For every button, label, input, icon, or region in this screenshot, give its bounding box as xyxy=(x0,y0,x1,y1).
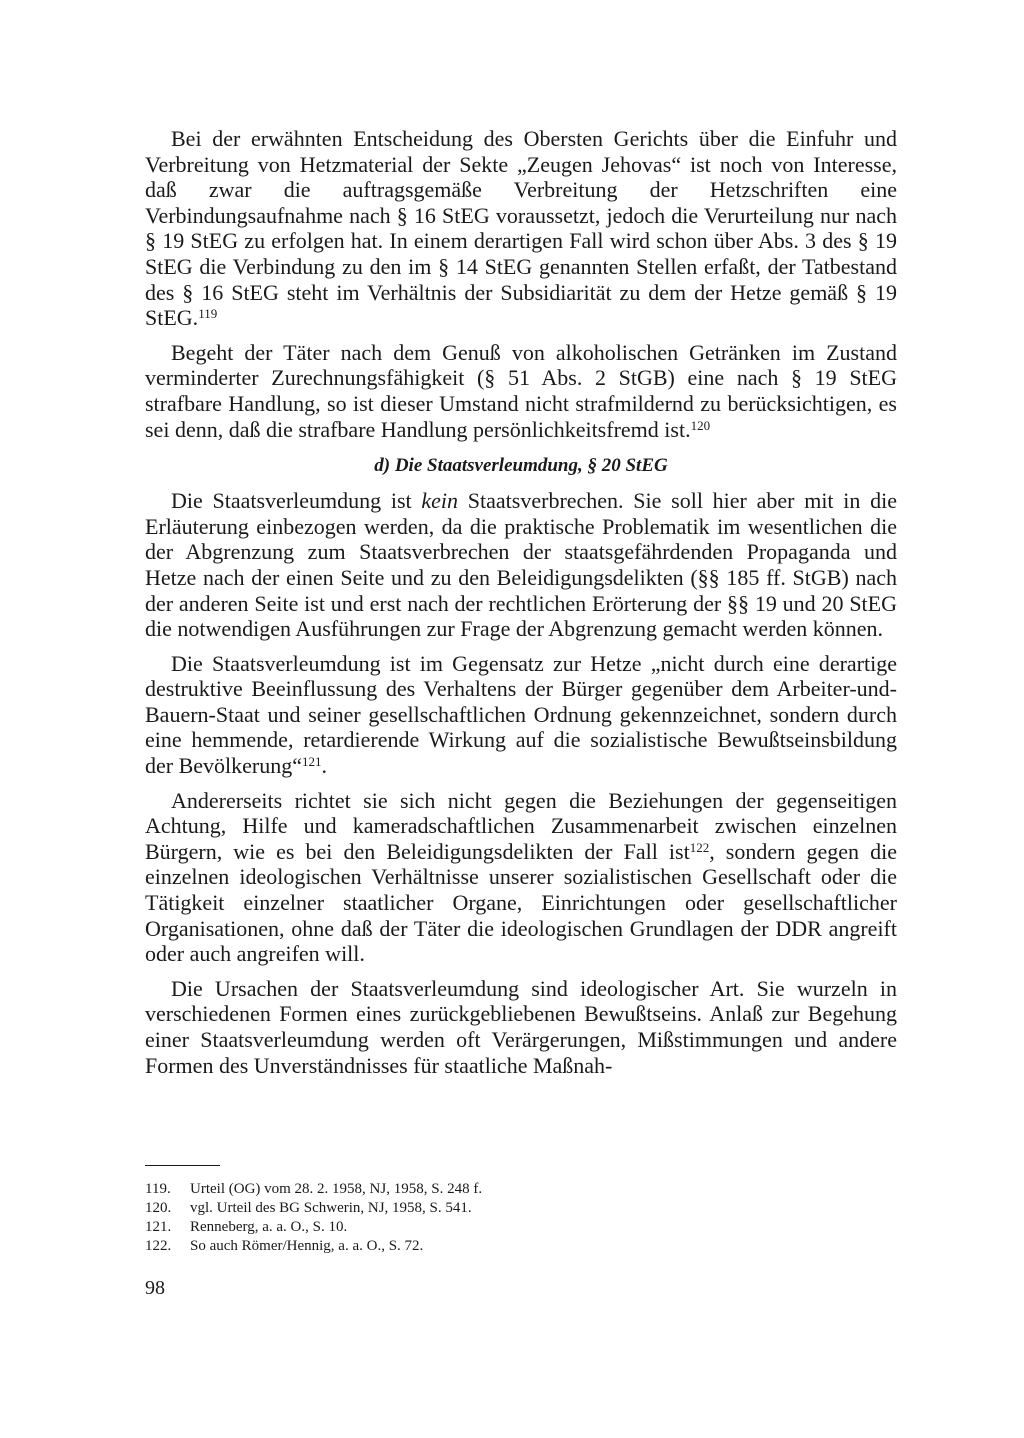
paragraph-text: Begeht der Täter nach dem Genuß von alkoholischen Getränken im Zustand verminderter Zurechnungsfähigkeit (§ 51 Abs. 2 StGB) eine nach § 19 StEG strafbare Handlung, so ist dieser Umstand nicht strafmildernd zu berücksichtigen, es sei denn, daß die strafbare Handlung persönlichkeitsfremd ist. xyxy=(145,339,897,442)
emphasis-text: kein xyxy=(421,488,459,514)
paragraph-text: Andererseits richtet sie sich nicht gegen die Beziehungen der gegenseitigen Achtung, Hilfe und kameradschaftlichen Zusammenarbeit zwischen einzelnen Bürgern, wie es bei den Beleidigungsdelikten der Fall ist xyxy=(145,787,897,864)
footnote-item xyxy=(145,1199,745,1218)
paragraph xyxy=(145,651,897,779)
paragraph-text: , sondern gegen die einzelnen ideologischen Verhältnisse unserer sozialistischen Gesellschaft oder die Tätigkeit einzelner staatlicher Organe, Einrichtungen oder gesellschaftlicher Organisationen, ohne daß der Täter die ideologischen Grundlagen der DDR angreift oder auch angreifen will. xyxy=(145,838,898,967)
paragraph-text: . xyxy=(321,753,327,779)
footnote-text: Urteil (OG) vom 28. 2. 1958, NJ, 1958, S. 248 f. xyxy=(190,1181,483,1197)
footnote-text: Renneberg, a. a. O., S. 10. xyxy=(190,1219,348,1235)
paragraph xyxy=(145,340,897,442)
paragraph-text: Die Staatsverleumdung ist im Gegensatz zur Hetze „nicht durch eine derartige destruktive Beeinflussung des Verhaltens der Bürger gegenüber dem Arbeiter-und-Bauern-Staat und seiner gesellschaftlichen Ordnung gekennzeichnet, sondern durch eine hemmende, retardierende Wirkung auf die sozialistische Bewußtseinsbildung der Bevölkerung“ xyxy=(145,650,897,779)
footnote-reference: 122 xyxy=(689,839,710,855)
paragraph xyxy=(145,126,897,331)
paragraph xyxy=(145,488,897,642)
footnote-reference: 121 xyxy=(302,754,322,770)
paragraph-text: Die Staatsverleumdung ist xyxy=(171,488,422,514)
footnote-divider xyxy=(145,1165,220,1166)
footnote-item xyxy=(145,1237,745,1256)
body-text xyxy=(145,126,897,1078)
footnote-reference: 119 xyxy=(198,306,218,322)
paragraph-text: Staatsverbrechen. Sie soll hier aber mit in die Erläuterung einbezogen werden, da die praktische Problematik im wesentlichen die der Abgrenzung zum Staatsverbrechen der staatsgefährdenden Propaganda und Hetze nach der einen Seite und zu den Beleidigungsdelikten (§§ 185 ff. StGB) nach der anderen Seite ist und erst nach der rechtlichen Erörterung der §§ 19 und 20 StEG die notwendigen Ausführungen zur Frage der Abgrenzung gemacht werden können. xyxy=(145,488,898,642)
footnote-number: 120. xyxy=(145,1200,172,1216)
footnote-text: vgl. Urteil des BG Schwerin, NJ, 1958, S. 541. xyxy=(190,1200,472,1216)
footnote-text: So auch Römer/Hennig, a. a. O., S. 72. xyxy=(190,1238,424,1254)
page-number: 98 xyxy=(145,1277,165,1299)
paragraph xyxy=(145,976,897,1078)
paragraph-text: Bei der erwähnten Entscheidung des Obersten Gerichts über die Einfuhr und Verbreitung von Hetzmaterial der Sekte „Zeugen Jehovas“ ist noch von Interesse, daß zwar die auftragsgemäße Verbreitung der Hetzschriften eine Verbindungsaufnahme nach § 16 StEG voraussetzt, jedoch die Verurteilung nur nach § 19 StEG zu erfolgen hat. In einem derartigen Fall wird schon über Abs. 3 des § 19 StEG die Verbindung zu den im § 14 StEG genannten Stellen erfaßt, der Tatbestand des § 16 StEG steht im Verhältnis der Subsidiarität zu dem der Hetze gemäß § 19 StEG. xyxy=(145,126,897,331)
footnote-number: 119. xyxy=(145,1181,171,1197)
footnote-number: 121. xyxy=(145,1219,172,1235)
footnotes xyxy=(145,1180,745,1256)
footnote-number: 122. xyxy=(145,1238,172,1254)
section-heading: d) Die Staatsverleumdung, § 20 StEG xyxy=(374,455,668,477)
paragraph-text: Die Ursachen der Staatsverleumdung sind ideologischer Art. Sie wurzeln in verschiedenen Formen eines zurückgebliebenen Bewußtseins. Anlaß zur Begehung einer Staatsverleumdung werden oft Verärgerungen, Mißstimmungen und andere Formen des Unverständnisses für staatliche Maßnah- xyxy=(145,975,897,1078)
footnote-reference: 120 xyxy=(690,417,711,433)
paragraph xyxy=(145,788,897,967)
footnote-item xyxy=(145,1180,745,1199)
footnote-item xyxy=(145,1218,745,1237)
